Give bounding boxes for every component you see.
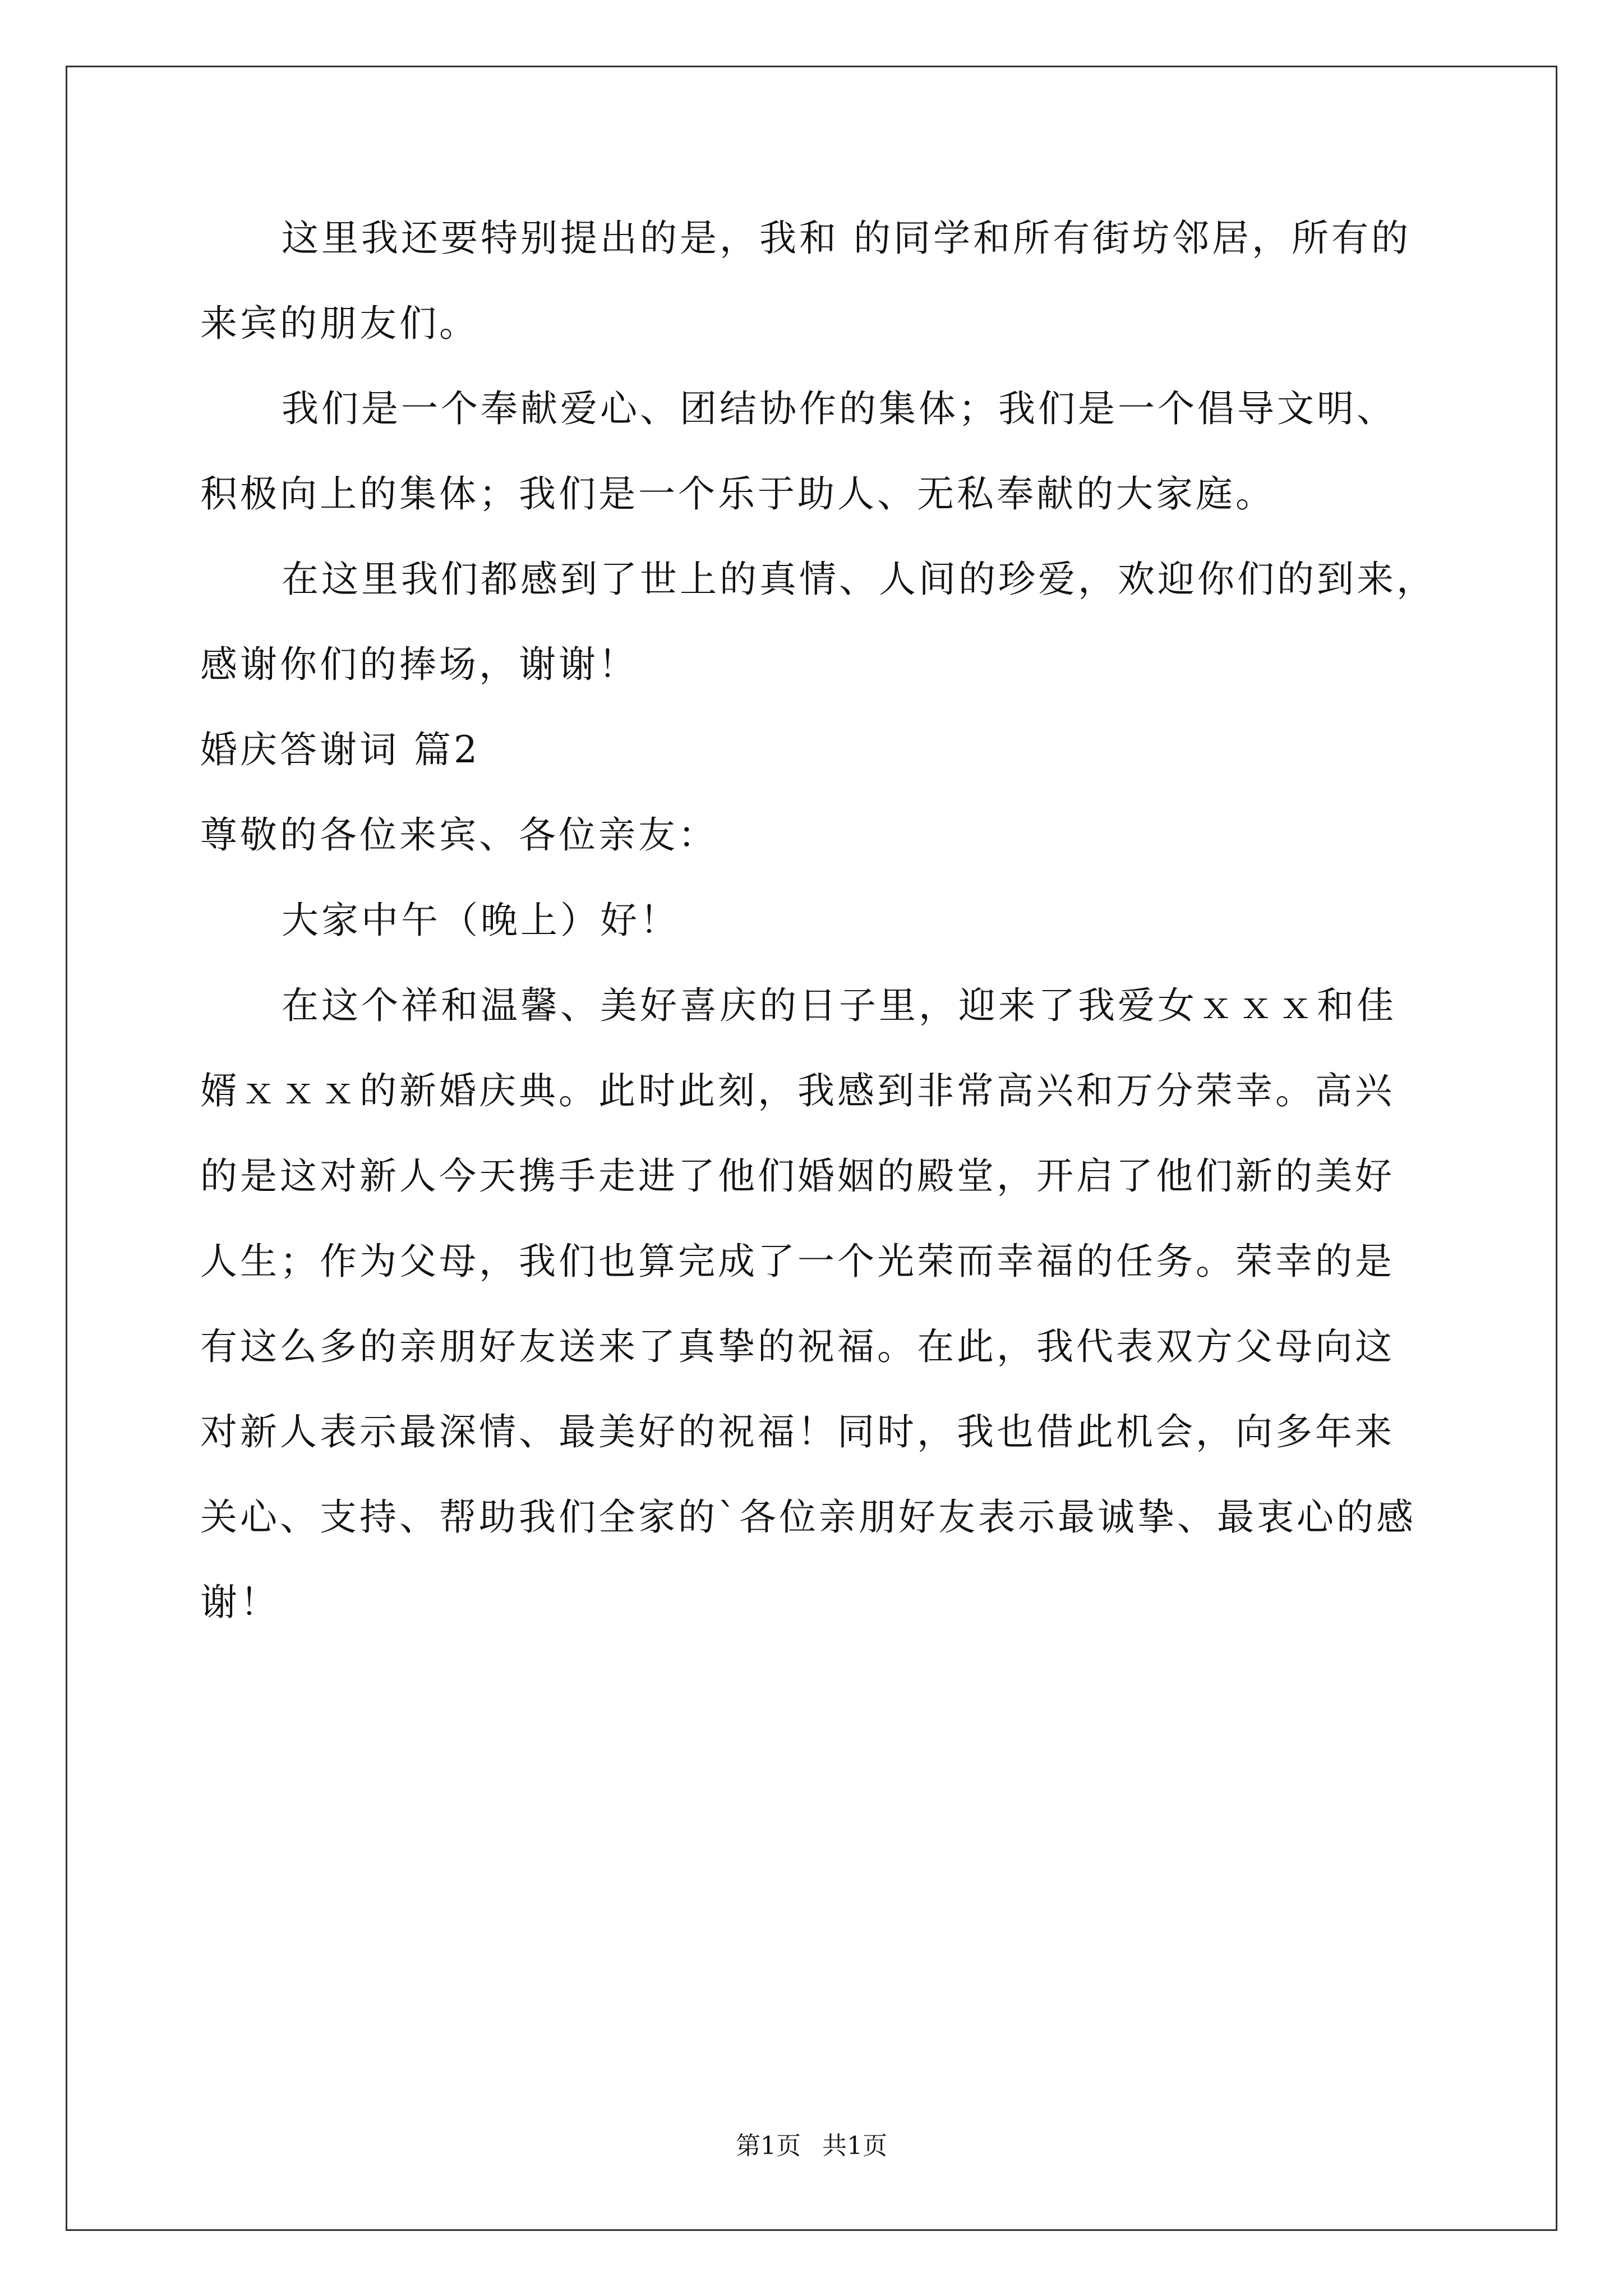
- paragraph-line: 的是这对新人今天携手走进了他们婚姻的殿堂，开启了他们新的美好: [200, 1154, 1395, 1198]
- paragraph-line: 婿ｘｘｘ的新婚庆典。此时此刻，我感到非常高兴和万分荣幸。高兴: [200, 1069, 1395, 1112]
- paragraph-line: 在这里我们都感到了世上的真情、人间的珍爱，欢迎你们的到来，: [282, 558, 1436, 601]
- paragraph-line: 关心、支持、帮助我们全家的`各位亲朋好友表示最诚挚、最衷心的感: [200, 1496, 1416, 1539]
- paragraph-line: 这里我还要特别提出的是，我和 的同学和所有街坊邻居，所有的: [282, 217, 1411, 260]
- section-heading: 婚庆答谢词 篇2: [200, 728, 480, 771]
- paragraph-line: 人生；作为父母，我们也算完成了一个光荣而幸福的任务。荣幸的是: [200, 1240, 1395, 1283]
- paragraph-line: 来宾的朋友们。: [200, 302, 479, 345]
- paragraph-line: 谢！: [200, 1581, 280, 1624]
- page-number: 第1页: [736, 2132, 801, 2160]
- paragraph-line: 有这么多的亲朋好友送来了真挚的祝福。在此，我代表双方父母向这: [200, 1325, 1395, 1368]
- paragraph-line: 我们是一个奉献爱心、团结协作的集体；我们是一个倡导文明、: [282, 387, 1396, 430]
- paragraph-line: 对新人表示最深情、最美好的祝福！同时，我也借此机会，向多年来: [200, 1410, 1395, 1453]
- page-footer: [0, 2131, 1623, 2162]
- page-count: 共1页: [822, 2132, 887, 2160]
- paragraph-line: 在这个祥和温馨、美好喜庆的日子里，迎来了我爱女ｘｘｘ和佳: [282, 984, 1396, 1027]
- paragraph-line: 感谢你们的捧场，谢谢！: [200, 643, 638, 686]
- greeting-line: 大家中午（晚上）好！: [282, 899, 680, 942]
- salutation: 尊敬的各位来宾、各位亲友：: [200, 813, 718, 857]
- paragraph-line: 积极向上的集体；我们是一个乐于助人、无私奉献的大家庭。: [200, 472, 1275, 516]
